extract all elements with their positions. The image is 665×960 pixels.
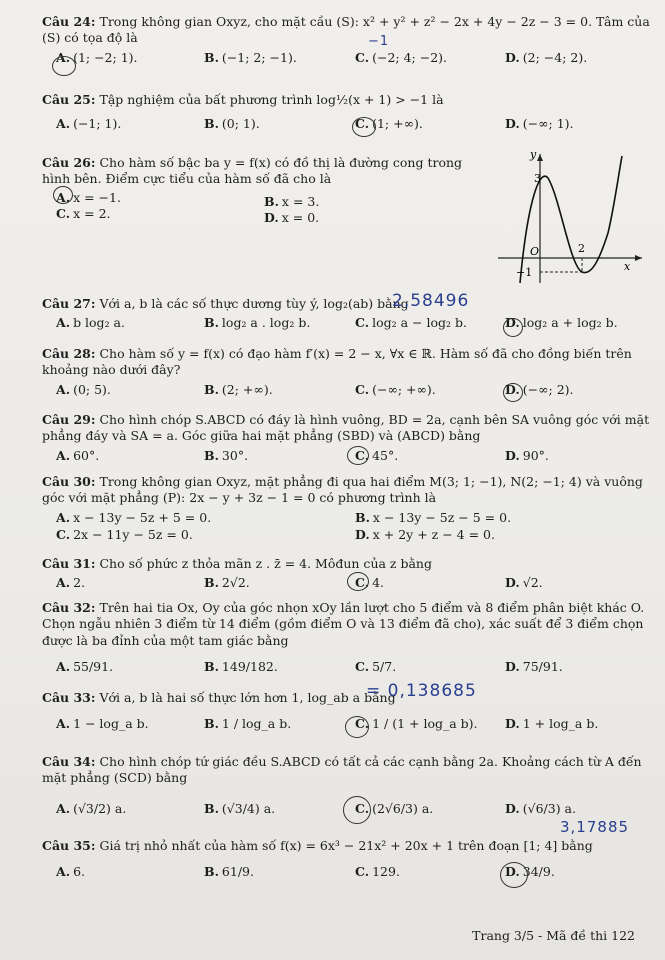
option-d[interactable]: D. 34/9.	[505, 864, 555, 880]
answer-circle-mark	[500, 862, 528, 888]
answer-circle-mark	[345, 716, 369, 738]
option-d[interactable]: D. x = 0.	[264, 209, 320, 225]
answer-circle-mark	[53, 186, 73, 204]
answer-circle-mark	[347, 446, 369, 465]
option-b[interactable]: B. (√3/4) a.	[204, 800, 276, 816]
question-26: Câu 26: Cho hàm số bậc ba y = f(x) có đồ thị là đường cong trong hình bên. Điểm cực tiểu của hàm số đã cho là A. x = −1. B. x = 3. C. x = 2. D. x = 0.	[42, 155, 463, 225]
option-b[interactable]: B. x − 13y − 5z − 5 = 0.	[355, 509, 512, 525]
option-a[interactable]: A. b log₂ a.	[56, 315, 125, 331]
cubic-graph	[490, 148, 650, 288]
option-c[interactable]: C. 45°.	[355, 447, 399, 463]
option-b[interactable]: B. 149/182.	[204, 658, 278, 674]
option-d[interactable]: D. √2.	[505, 575, 543, 591]
option-c[interactable]: C. (−∞; +∞).	[355, 381, 436, 397]
option-d[interactable]: D. 1 + log_a b.	[505, 716, 599, 732]
option-c[interactable]: C. 4.	[355, 575, 385, 591]
option-b[interactable]: B. log₂ a . log₂ b.	[204, 315, 311, 331]
x-label: x	[624, 260, 631, 273]
option-d[interactable]: D. (√6/3) a.	[505, 800, 576, 816]
answer-circle-mark	[347, 572, 369, 591]
question-24	[42, 14, 651, 70]
option-b[interactable]: B. (−1; 2; −1).	[204, 49, 297, 65]
answer-circle-mark	[352, 117, 376, 137]
option-c[interactable]: C. 5/7.	[355, 658, 397, 674]
option-b[interactable]: B. 2√2.	[204, 575, 250, 591]
tick-label: 2	[578, 242, 585, 255]
option-d[interactable]: D. x + 2y + z − 4 = 0.	[355, 526, 495, 542]
option-c[interactable]: C. (1; +∞).	[355, 116, 423, 132]
option-a[interactable]: A. (−1; 1).	[56, 116, 122, 132]
option-a[interactable]: A. (√3/2) a.	[56, 800, 127, 816]
option-b[interactable]: B. x = 3.	[264, 193, 320, 209]
handwritten-note-q24: −1	[368, 34, 390, 49]
question-32: Câu 32: Trên hai tia Ox, Oy của góc nhọn xOy lần lượt cho 5 điểm và 8 điểm phân biệt khác O. Chọn ngẫu nhiên 3 điểm từ 14 điểm (gồm điểm O và 13 điểm đã cho), xác suất để 3 điểm chọn được là ba đỉnh của một tam giác bằng A. 55/91. B. 149/182. C. 5/7. D. 75/91.	[42, 600, 645, 674]
option-a[interactable]: A. 6.	[56, 864, 85, 880]
answer-options	[42, 50, 651, 70]
option-c[interactable]: C. 1 / (1 + log_a b).	[355, 716, 478, 732]
option-b[interactable]: B. 1 / log_a b.	[204, 716, 292, 732]
question-29: Câu 29: Cho hình chóp S.ABCD có đáy là hình vuông, BD = 2a, cạnh bên SA vuông góc với mặt phẳng đáy và SA = a. Góc giữa hai mặt phẳng (SBD) và (ABCD) bằng A. 60°. B. 30°. C. 45°. D. 90°.	[42, 412, 650, 463]
option-c[interactable]: C. 2x − 11y − 5z = 0.	[56, 526, 193, 542]
page-footer: Trang 3/5 - Mã đề thi 122	[472, 927, 635, 943]
option-a[interactable]: A. x = −1.	[56, 189, 121, 205]
option-b[interactable]: B. (0; 1).	[204, 116, 260, 132]
option-b[interactable]: B. 30°.	[204, 447, 249, 463]
handwritten-note-q27: 2,58496	[392, 291, 470, 311]
origin-label: O	[530, 245, 540, 258]
answer-circle-mark	[52, 56, 76, 76]
option-a[interactable]: A. (1; −2; 1).	[56, 49, 138, 65]
handwritten-note-q33: = 0,138685	[366, 681, 477, 701]
option-c[interactable]: C. log₂ a − log₂ b.	[355, 315, 467, 331]
option-c[interactable]: C. x = 2.	[56, 205, 111, 221]
option-a[interactable]: A. x − 13y − 5z + 5 = 0.	[56, 509, 212, 525]
option-d[interactable]: D. 90°.	[505, 447, 549, 463]
option-a[interactable]: A. 2.	[56, 575, 85, 591]
option-d[interactable]: D. (−∞; 2).	[505, 381, 574, 397]
question-28: Câu 28: Cho hàm số y = f(x) có đạo hàm f′(x) = 2 − x, ∀x ∈ ℝ. Hàm số đã cho đồng biến trên khoảng nào dưới đây? A. (0; 5). B. (2; +∞). C. (−∞; +∞). D. (−∞; 2).	[42, 346, 632, 397]
y-label: y	[530, 148, 537, 161]
question-25: Câu 25: Tập nghiệm của bất phương trình log½(x + 1) > −1 là A. (−1; 1). B. (0; 1). C. (1; +∞). D. (−∞; 1).	[42, 92, 574, 132]
option-a[interactable]: A. 1 − log_a b.	[56, 716, 149, 732]
option-c[interactable]: C. (−2; 4; −2).	[355, 49, 447, 65]
tick-label: 3	[534, 172, 541, 185]
option-b[interactable]: B. 61/9.	[204, 864, 254, 880]
question-number: Câu 24:	[42, 14, 96, 29]
option-a[interactable]: A. 60°.	[56, 447, 100, 463]
option-c[interactable]: C. 129.	[355, 864, 400, 880]
x-axis-arrow	[635, 255, 642, 261]
y-axis-arrow	[537, 154, 543, 161]
option-a[interactable]: A. 55/91.	[56, 658, 114, 674]
option-d[interactable]: D. (−∞; 1).	[505, 116, 574, 132]
option-c[interactable]: C. (2√6/3) a.	[355, 800, 434, 816]
answer-circle-mark	[503, 318, 523, 337]
handwritten-note-q34: 3,17885	[560, 818, 630, 836]
question-30: Câu 30: Trong không gian Oxyz, mặt phẳng đi qua hai điểm M(3; 1; −1), N(2; −1; 4) và vuông góc với mặt phẳng (P): 2x − y + 3z − 1 = 0 có phương trình là A. x − 13y − 5z + 5 = 0. B. x − 13y − 5z − 5 = 0. C. 2x − 11y − 5z = 0. D. x + 2y + z − 4 = 0.	[42, 474, 643, 542]
option-d[interactable]: D. 75/91.	[505, 658, 563, 674]
question-31: Câu 31: Cho số phức z thỏa mãn z . z̄ = 4. Môđun của z bằng A. 2. B. 2√2. C. 4. D. √2.	[42, 556, 543, 591]
question-34: Câu 34: Cho hình chóp tứ giác đều S.ABCD có tất cả các cạnh bằng 2a. Khoảng cách từ A đến mặt phẳng (SCD) bằng A. (√3/2) a. B. (√3/4) a. C. (2√6/3) a. D. (√6/3) a.	[42, 754, 642, 816]
answer-circle-mark	[343, 796, 371, 824]
answer-circle-mark	[503, 383, 523, 402]
tick-label: −1	[516, 266, 533, 279]
option-d[interactable]: D. (2; −4; 2).	[505, 49, 588, 65]
option-d[interactable]: D. log₂ a + log₂ b.	[505, 315, 618, 331]
option-a[interactable]: A. (0; 5).	[56, 381, 111, 397]
question-35: Câu 35: Giá trị nhỏ nhất của hàm số f(x) = 6x³ − 21x² + 20x + 1 trên đoạn [1; 4] bằng A. 6. B. 61/9. C. 129. D. 34/9.	[42, 838, 593, 880]
question-33: Câu 33: Với a, b là hai số thực lớn hơn 1, log_ab a bằng A. 1 − log_a b. B. 1 / log_a b. C. 1 / (1 + log_a b). D. 1 + log_a b.	[42, 690, 599, 732]
option-b[interactable]: B. (2; +∞).	[204, 381, 273, 397]
question-stem: Trong không gian Oxyz, cho mặt cầu (S): x² + y² + z² − 2x + 4y − 2z − 3 = 0. Tâm của (S) có tọa độ là	[42, 14, 650, 46]
question-27: Câu 27: Với a, b là các số thực dương tùy ý, log₂(ab) bằng A. b log₂ a. B. log₂ a . log₂ b. C. log₂ a − log₂ b. D. log₂ a + log₂ b.	[42, 296, 618, 331]
